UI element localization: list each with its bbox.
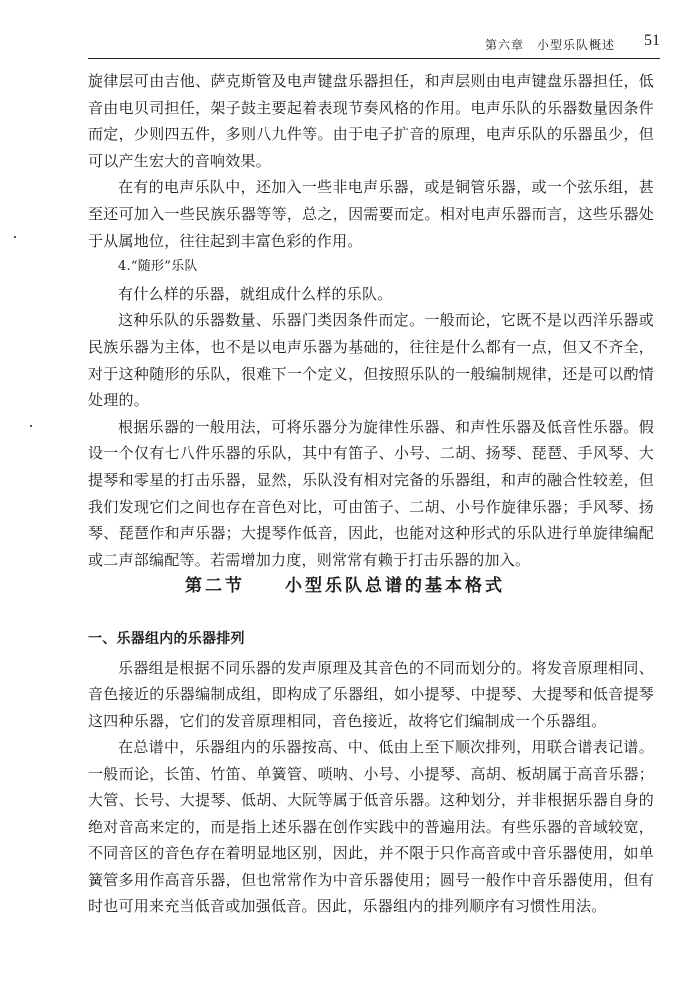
paragraph: 乐器组是根据不同乐器的发声原理及其音色的不同而划分的。将发音原理相同、音色接近的乐器编制成组，即构成了乐器组，如小提琴、中提琴、大提琴和低音提琴这四种乐器，它们的发音原理相同，音色接近，故将它们编制成一个乐器组。 <box>88 658 654 730</box>
scan-speck <box>14 236 16 238</box>
header-rule <box>88 58 660 59</box>
paragraph: 在总谱中，乐器组内的乐器按高、中、低由上至下顺次排列，用联合谱表记谱。一般而论，长笛、竹笛、单簧管、唢呐、小号、小提琴、高胡、板胡属于高音乐器；大管、长号、大提琴、低胡、大阮等属于低音乐器。这种划分，并非根据乐器自身的绝对音高来定的，而是指上述乐器在创作实践中的普遍用法。有些乐器的音域较宽，不同音区的音色存在着明显地区别，因此，并不限于只作高音或中音乐器使用，如单簧管多用作高音乐器，但也常常作为中音乐器使用；圆号一般作中音乐器使用，但有时也可用来充当低音或加强低音。因此，乐器组内的排列顺序有习惯性用法。 <box>88 738 654 915</box>
subheading-band-type: 4.“随形”乐队 <box>118 259 198 275</box>
paragraph: 有什么样的乐器，就组成什么样的乐队。 <box>118 284 393 303</box>
section-body <box>88 626 654 920</box>
page-number: 51 <box>644 32 660 49</box>
page-header <box>0 28 660 52</box>
section-name: 小型乐队总谱的基本格式 <box>285 576 505 596</box>
paragraph: 这种乐队的乐器数量、乐器门类因条件而定。一般而论，它既不是以西洋乐器或民族乐器为主体，也不是以电声乐器为基础的，往往是什么都有一点，但又不齐全，对于这种随形的乐队，很难下一个定义，但按照乐队的一般编制规律，还是可以酌情处理的。 <box>88 311 654 410</box>
section-number: 第二节 <box>185 576 245 596</box>
chapter-title: 第六章 小型乐队概述 <box>484 38 615 52</box>
paragraph: 在有的电声乐队中，还加入一些非电声乐器，或是铜管乐器，或一个弦乐组，甚至还可加入一些民族乐器等等，总之，因需要而定。相对电声乐器而言，这些乐器处于从属地位，往往起到丰富色彩的作用。 <box>88 178 654 250</box>
body-text <box>88 68 654 573</box>
paragraph: 根据乐器的一般用法，可将乐器分为旋律性乐器、和声性乐器及低音性乐器。假设一个仅有七八件乐器的乐队，其中有笛子、小号、二胡、扬琴、琵琶、手风琴、大提琴和零星的打击乐器，显然，乐队没有相对完备的乐器组，和声的融合性较差，但我们发现它们之间也存在音色对比，可由笛子、二胡、小号作旋律乐器；手风琴、扬琴、琵琶作和声乐器；大提琴作低音，因此，也能对这种形式的乐队进行单旋律编配或二声部编配等。若需增加力度，则常常有赖于打击乐器的加入。 <box>88 417 654 569</box>
section-title <box>0 571 690 596</box>
scan-speck <box>30 425 32 427</box>
subsection-heading: 一、乐器组内的乐器排列 <box>88 631 245 647</box>
paragraph-continuation: 旋律层可由吉他、萨克斯管及电声键盘乐器担任，和声层则由电声键盘乐器担任，低音由电贝司担任，架子鼓主要起着表现节奏风格的作用。电声乐队的乐器数量因条件而定，少则四五件，多则八九件等。由于电子扩音的原理，电声乐队的乐器虽少，但可以产生宏大的音响效果。 <box>88 72 654 170</box>
